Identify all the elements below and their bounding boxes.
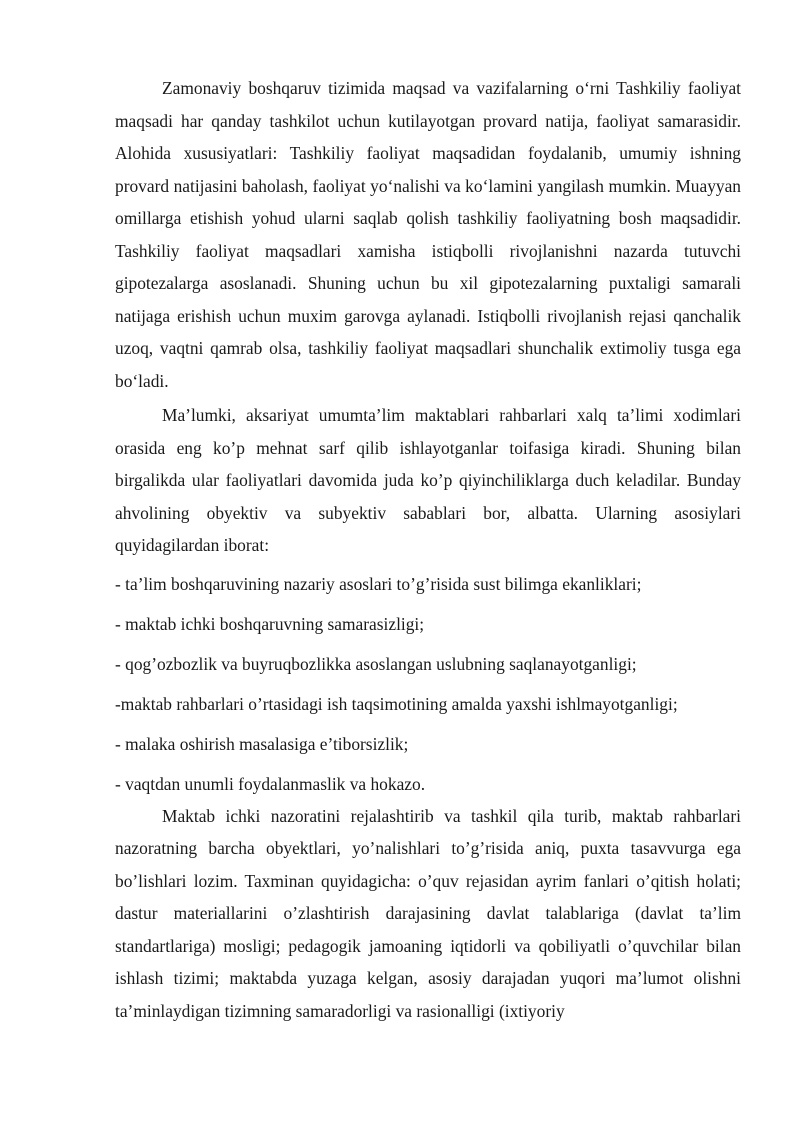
list-item: - qog’ozbozlik va buyruqbozlikka asoslangan uslubning saqlanayotganligi;: [115, 653, 637, 674]
reasons-list: [115, 572, 741, 796]
list-item: - ta’lim boshqaruvining nazariy asoslari to’g’risida sust bilimga ekanliklari;: [115, 573, 642, 594]
paragraph-internal-control: Maktab ichki nazoratini rejalashtirib va tashkil qila turib, maktab rahbarlari nazoratning barcha obyektlari, yo’nalishlari to’g’risida aniq, puxta tasavvurga ega bo’lishlari lozim. Taxminan quyidagicha: o’quv rejasidan ayrim fanlari o’qitish holati; dastur materiallarini o’zlashtirish darajasining davlat talablariga (davlat ta’lim standartlariga) mosligi; pedagogik jamoaning iqtidorli va qobiliyatli o’quvchilar bilan ishlash tizimi; maktabda yuzaga kelgan, asosiy darajadan yuqori ma’lumot olishni ta’minlaydigan tizimning samaradorligi va rasionalligi (ixtiyoriy: [115, 805, 741, 1021]
list-item: - vaqtdan unumli foydalanmaslik va hokazo.: [115, 773, 426, 794]
list-item: -maktab rahbarlari o’rtasidagi ish taqsimotining amalda yaxshi ishlmayotganligi;: [115, 693, 678, 714]
document-page: [115, 72, 741, 1027]
paragraph-goals: Zamonaviy boshqaruv tizimida maqsad va vazifalarning o‘rni Tashkiliy faoliyat maqsadi har qanday tashkilot uchun kutilayotgan provard natija, faoliyat samarasidir. Alohida xususiyatlari: Tashkiliy faoliyat maqsadidan foydalanib, umumiy ishning provard natijasini baholash, faoliyat yo‘nalishi va ko‘lamini yangilash mumkin. Muayyan omillarga etishish yohud ularni saqlab qolish tashkiliy faoliyatning bosh maqsadidir. Tashkiliy faoliyat maqsadlari xamisha istiqbolli rivojlanishni nazarda tutuvchi gipotezalarga asoslanadi. Shuning uchun bu xil gipotezalarning puxtaligi samarali natijaga erishish uchun muxim garovga aylanadi. Istiqbolli rivojlanish rejasi qanchalik uzoq, vaqtni qamrab olsa, tashkiliy faoliyat maqsadlari shunchalik extimoliy tusga ega bo‘ladi.: [115, 78, 741, 391]
list-item: - maktab ichki boshqaruvning samarasizligi;: [115, 613, 425, 634]
paragraph-school-leaders: Ma’lumki, aksariyat umumta’lim maktablari rahbarlari xalq ta’limi xodimlari orasida eng ko’p mehnat sarf qilib ishlayotganlar toifasiga kiradi. Shuning bilan birgalikda ular faoliyatlari davomida juda ko’p qiyinchiliklarga duch keladilar. Bunday ahvolining obyektiv va subyektiv sabablari bor, albatta. Ularning asosiylari quyidagilardan iborat:: [115, 405, 741, 555]
list-item: - malaka oshirish masalasiga e’tiborsizlik;: [115, 733, 409, 754]
